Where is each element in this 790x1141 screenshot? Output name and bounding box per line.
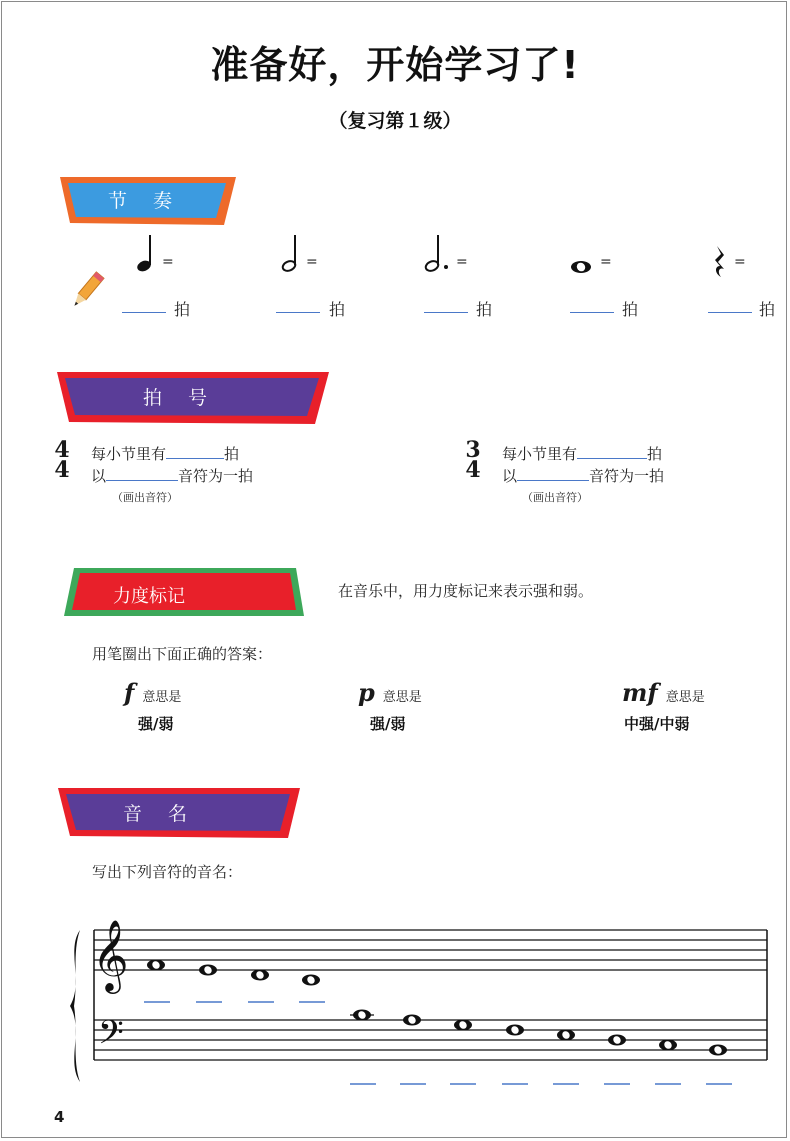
meaning-label: 意思是	[665, 690, 705, 705]
note-names-heading: 音 名	[122, 803, 198, 825]
time-signature-top: 3	[465, 437, 481, 463]
beat-answer-field[interactable]	[122, 312, 166, 313]
beat-label: 拍	[476, 300, 493, 319]
rhythm-heading: 节 奏	[107, 190, 183, 212]
beat-answer-field[interactable]	[276, 312, 320, 313]
page-title: 准备好，开始学习了!	[210, 43, 580, 87]
time-signature-heading: 拍 号	[142, 387, 218, 409]
beat-unit-line	[91, 465, 253, 486]
whole-note-icon	[568, 258, 594, 276]
answer-choices[interactable]: 强/弱	[370, 715, 406, 733]
equals-sign: =	[456, 254, 468, 270]
half-note-icon	[279, 232, 303, 274]
note-answer-field[interactable]	[517, 466, 589, 481]
meaning-label: 意思是	[382, 690, 422, 705]
bass-clef-icon: 𝄢	[98, 1014, 124, 1060]
note-names-instruction: 写出下列音符的音名：	[92, 863, 243, 881]
time-signature-top: 4	[54, 437, 70, 463]
beat-label: 拍	[174, 300, 191, 319]
staff-brace	[70, 930, 80, 1082]
dynamics-heading: 力度标记	[113, 586, 185, 607]
text-prefix: 每小节里有	[91, 445, 167, 463]
dynamic-item-p	[358, 678, 422, 707]
equals-sign: =	[734, 254, 746, 270]
mezzo-forte-symbol: mf	[622, 678, 658, 707]
pencil-icon	[66, 270, 106, 314]
dynamic-item-mf	[622, 678, 705, 707]
page-subtitle: （复习第１级）	[328, 110, 462, 132]
forte-symbol: f	[124, 678, 135, 707]
draw-note-hint: （画出音符）	[522, 491, 588, 504]
text-suffix: 拍	[647, 445, 663, 463]
whole-note	[403, 1015, 421, 1026]
beats-per-measure-line	[91, 443, 239, 464]
note-answer-field[interactable]	[106, 466, 178, 481]
answer-choices[interactable]: 强/弱	[138, 715, 174, 733]
whole-note	[251, 970, 269, 981]
whole-note	[199, 965, 217, 976]
whole-note	[659, 1040, 677, 1051]
answer-choices[interactable]: 中强/中弱	[624, 715, 690, 733]
page-number: 4	[54, 1108, 65, 1126]
whole-note	[302, 975, 320, 986]
quarter-rest-icon	[712, 244, 728, 280]
equals-sign: =	[600, 254, 612, 270]
text-prefix: 每小节里有	[502, 445, 578, 463]
whole-note	[350, 1010, 374, 1021]
beat-answer-field[interactable]	[570, 312, 614, 313]
beat-answer-field[interactable]	[424, 312, 468, 313]
text-suffix: 音符为一拍	[589, 467, 665, 485]
equals-sign: =	[162, 254, 174, 270]
whole-note	[506, 1025, 524, 1036]
beats-answer-field[interactable]	[166, 444, 224, 459]
beat-label: 拍	[759, 300, 776, 319]
equals-sign: =	[306, 254, 318, 270]
grand-staff	[62, 910, 774, 1100]
text-suffix: 拍	[224, 445, 240, 463]
time-signature-bottom: 4	[465, 457, 481, 483]
time-signature-4-4	[54, 437, 70, 483]
whole-note	[454, 1020, 472, 1031]
dynamics-description: 在音乐中，用力度标记来表示强和弱。	[338, 582, 594, 600]
text-prefix: 以	[91, 467, 107, 485]
whole-note	[709, 1045, 727, 1056]
beats-answer-field[interactable]	[577, 444, 647, 459]
whole-note	[147, 960, 165, 971]
dynamic-item-f	[124, 678, 181, 707]
text-suffix: 音符为一拍	[178, 467, 254, 485]
time-signature-3-4	[465, 437, 481, 483]
whole-note	[608, 1035, 626, 1046]
dynamics-instruction: 用笔圈出下面正确的答案：	[92, 645, 273, 663]
piano-symbol: p	[358, 678, 375, 707]
beat-label: 拍	[329, 300, 346, 319]
whole-note	[557, 1030, 575, 1041]
treble-clef-icon: 𝄞	[92, 918, 129, 991]
time-signature-bottom: 4	[54, 457, 70, 483]
meaning-label: 意思是	[142, 690, 182, 705]
quarter-note-icon	[134, 232, 158, 274]
beat-unit-line	[502, 465, 664, 486]
text-prefix: 以	[502, 467, 518, 485]
dotted-half-note-icon	[422, 232, 456, 274]
draw-note-hint: （画出音符）	[112, 491, 178, 504]
beats-per-measure-line	[502, 443, 662, 464]
beat-answer-field[interactable]	[708, 312, 752, 313]
beat-label: 拍	[622, 300, 639, 319]
